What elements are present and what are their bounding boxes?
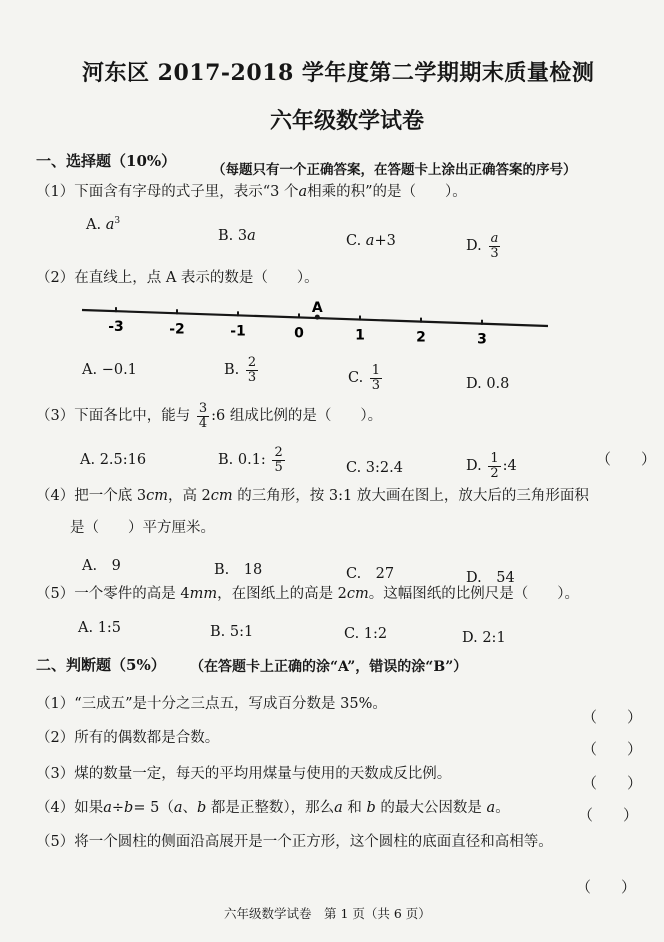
- page-footer: 六年级数学试卷 第 1 页（共 6 页）: [224, 906, 431, 921]
- q3-stem: （3）下面各比中，能与 $\frac{3}{4}$ :6 组成比例的是（ ）。: [36, 401, 383, 431]
- q1-text: 下面含有字母的式子里，表示“3 个: [74, 184, 299, 200]
- point-a-label: A: [311, 300, 323, 317]
- q3-answer-paren: （ ）: [596, 450, 657, 468]
- q5-stem: （5）一个零件的高是 4mm，在图纸上的高是 2cm。这幅图纸的比例尺是（ ）。: [36, 586, 580, 602]
- number-line-tick-label: 3: [477, 331, 487, 348]
- q5-option-a: A. 1:5: [78, 620, 122, 636]
- judge-item-5: （5）将一个圆柱的侧面沿高展开是一个正方形，这个圆柱的底面直径和高相等。: [36, 834, 553, 850]
- number-line-tick-label: -2: [169, 321, 185, 338]
- section2-note: （在答题卡上正确的涂“A”，错误的涂“B”）: [190, 659, 468, 675]
- section1-note: （每题只有一个正确答案，在答题卡上涂出正确答案的序号）: [212, 162, 577, 178]
- q4-option-d: D. 54: [466, 570, 515, 586]
- number-line-tick-label: 0: [294, 325, 304, 342]
- q4-option-a: A. 9: [82, 558, 121, 574]
- q5-option-b: B. 5:1: [210, 624, 254, 640]
- q5-option-c: C. 1:2: [344, 626, 388, 642]
- q4-stem-line1: （4）把一个底 3cm，高 2cm 的三角形，按 3:1 放大画在图上，放大后的三角形面积: [36, 488, 589, 504]
- q2-option-b: B. $\frac{2}{3}$: [224, 355, 257, 385]
- q1-option-d: D. $\frac{a}{3}$: [466, 231, 499, 261]
- q3-option-b: B. 0.1: $\frac{2}{5}$: [218, 445, 283, 475]
- q4-stem-line2: 是（ ）平方厘米。: [70, 520, 215, 536]
- q1-var: a: [298, 184, 308, 200]
- section1-heading: 一、选择题（10%）: [36, 152, 177, 170]
- q1-option-c: C. a+3: [346, 233, 396, 249]
- q1-option-a: A. $a^3$: [86, 216, 121, 233]
- q1-text2: 相乘的积”的是（ ）。: [307, 184, 467, 200]
- q4-option-b: B. 18: [214, 562, 263, 578]
- number-line-tick-label: 1: [355, 327, 365, 344]
- q3-option-d: D. $\frac{1}{2}$ :4: [466, 451, 517, 481]
- judge-item-2: （2）所有的偶数都是合数。: [36, 730, 220, 746]
- exam-title: 河东区 2017-2018 学年度第二学期期末质量检测: [82, 60, 595, 86]
- q1-stem: [36, 180, 467, 201]
- q1-option-b: B. 3a: [218, 228, 256, 244]
- judge-item-1-paren: （ ）: [582, 708, 643, 726]
- number-line-tick-label: -3: [108, 319, 124, 336]
- q2-option-a: A. −0.1: [82, 362, 137, 378]
- q2-option-d: D. 0.8: [466, 376, 510, 392]
- number-line-tick-label: 2: [416, 329, 426, 346]
- q2-stem: （2）在直线上，点 A 表示的数是（ ）。: [36, 270, 319, 286]
- exam-subtitle: 六年级数学试卷: [270, 108, 425, 134]
- judge-item-3-paren: （ ）: [582, 774, 643, 792]
- q5-option-d: D. 2:1: [462, 630, 506, 646]
- q3-option-a: A. 2.5:16: [80, 452, 147, 468]
- judge-item-1: （1）“三成五”是十分之三点五，写成百分数是 35%。: [36, 696, 387, 712]
- q4-option-c: C. 27: [346, 566, 395, 582]
- judge-item-3: （3）煤的数量一定，每天的平均用煤量与使用的天数成反比例。: [36, 766, 452, 782]
- number-line: [76, 298, 556, 350]
- number-line-tick-label: -1: [230, 323, 246, 340]
- q3-option-c: C. 3:2.4: [346, 460, 403, 476]
- judge-item-4-paren: （ ）: [578, 806, 639, 824]
- judge-item-5-paren: （ ）: [576, 878, 637, 896]
- section2-heading: 二、判断题（5%）: [36, 656, 166, 674]
- judge-item-2-paren: （ ）: [582, 740, 643, 758]
- judge-item-4: （4）如果a÷b= 5（a、b 都是正整数），那么a 和 b 的最大公因数是 a。: [36, 800, 510, 816]
- q2-option-c: C. $\frac{1}{3}$: [348, 363, 381, 393]
- q1-num: （1）: [36, 184, 75, 200]
